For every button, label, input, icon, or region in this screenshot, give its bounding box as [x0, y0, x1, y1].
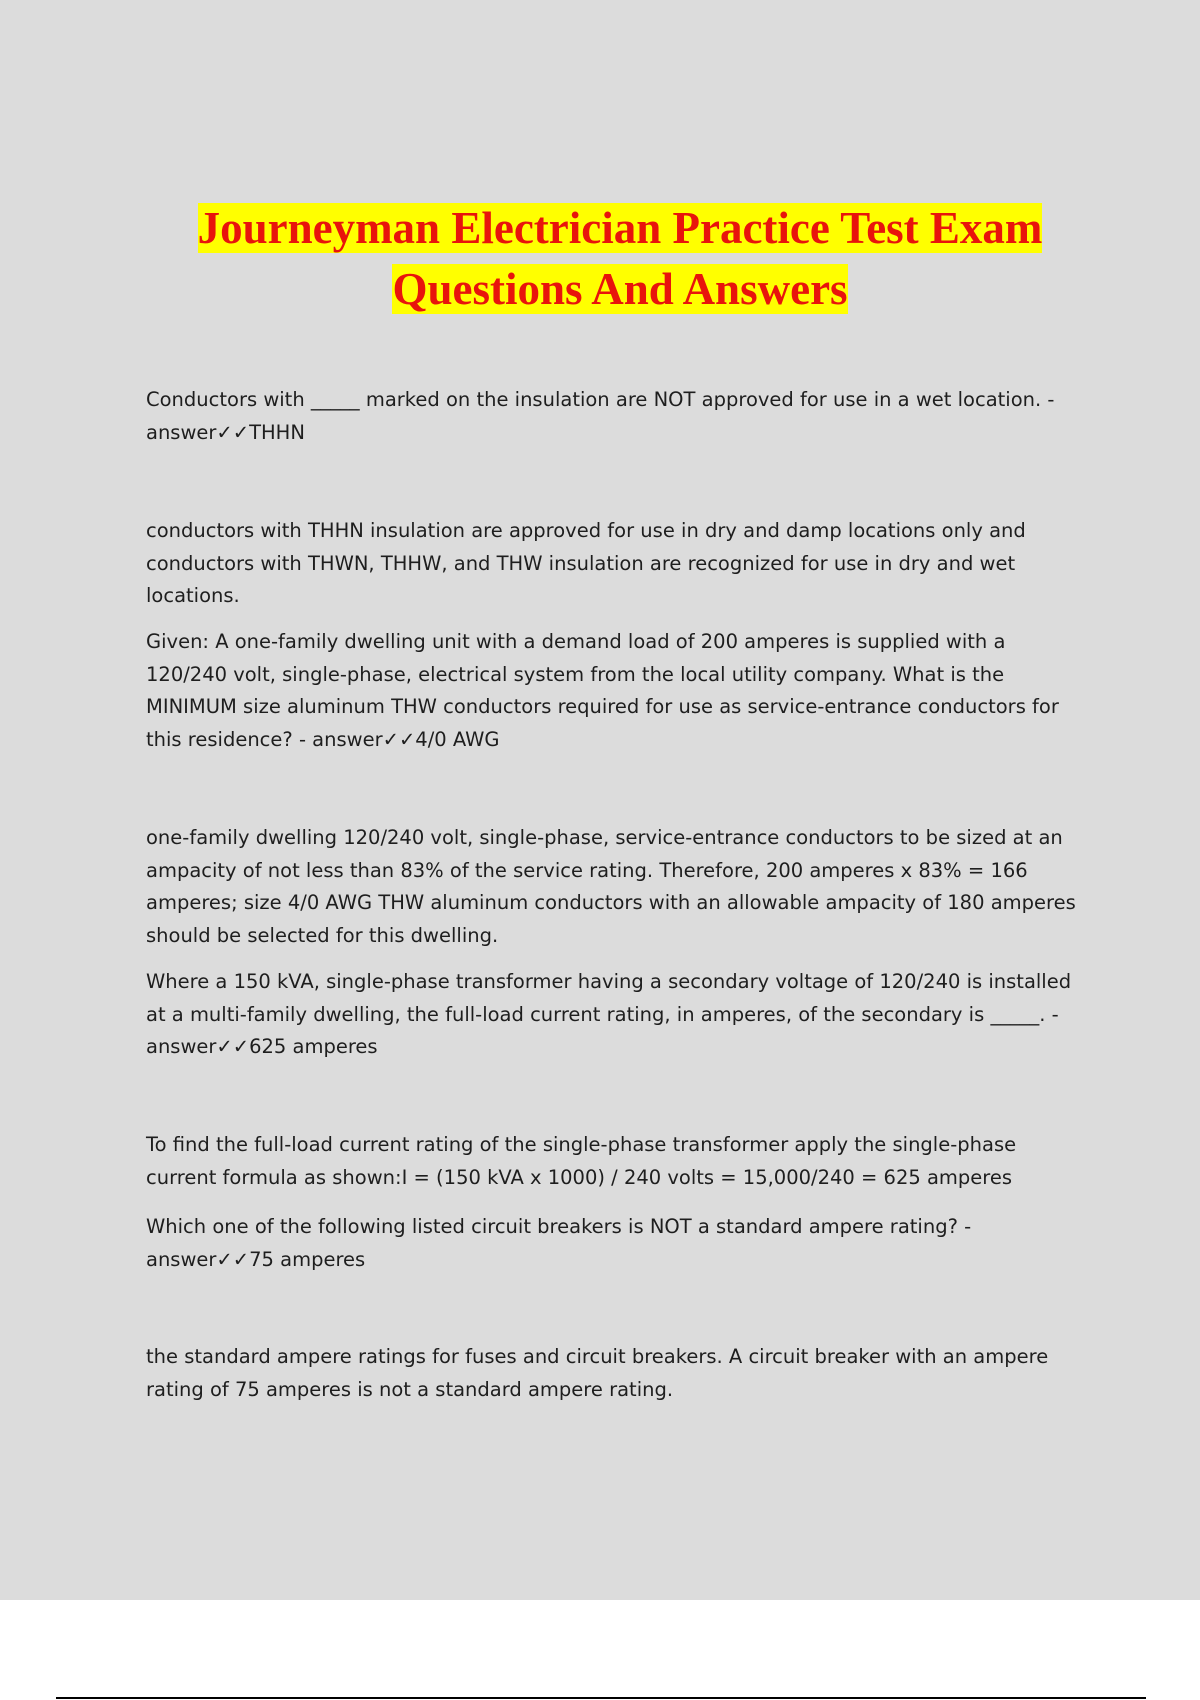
document-title [80, 198, 1160, 320]
explanation-3: To find the full-load current rating of the single-phase transformer apply the single-phase current formula as shown:I = (150 kVA x 1000) / 240 volts = 15,000/240 = 625 amperes [146, 1133, 1017, 1189]
explanation-2: one-family dwelling 120/240 volt, single-phase, service-entrance conductors to be sized at an ampacity of not less than 83% of the service rating. Therefore, 200 amperes x 83% = 166 amperes; size 4/0 AWG THW aluminum conductors with an allowable ampacity of 180 amperes should be selected for this dwelling. [146, 826, 1076, 947]
title-line-2: Questions And Answers [392, 264, 848, 315]
explanation-1: conductors with THHN insulation are approved for use in dry and damp locations only and conductors with THWN, THHW, and THW insulation are recognized for use in dry and wet locations. [146, 519, 1026, 607]
explanation-4: the standard ampere ratings for fuses and circuit breakers. A circuit breaker with an ampere rating of 75 amperes is not a standard ampere rating. [146, 1345, 1049, 1401]
footer-rule [56, 1697, 1146, 1699]
question-2: Given: A one-family dwelling unit with a demand load of 200 amperes is supplied with a 120/240 volt, single-phase, electrical system from the local utility company. What is the MINIMUM size aluminum THW conductors required for use as service-entrance conductors for this residence? - answer✓✓4/0 AWG [146, 630, 1059, 751]
question-3: Where a 150 kVA, single-phase transformer having a secondary voltage of 120/240 is installed at a multi-family dwelling, the full-load current rating, in amperes, of the secondary is _____. - answer✓✓625 amperes [146, 970, 1072, 1058]
question-4: Which one of the following listed circuit breakers is NOT a standard ampere rating? - answer✓✓75 amperes [146, 1215, 972, 1271]
title-line-1: Journeyman Electrician Practice Test Exam [197, 203, 1043, 254]
question-1: Conductors with _____ marked on the insulation are NOT approved for use in a wet location. - answer✓✓THHN [146, 388, 1055, 444]
